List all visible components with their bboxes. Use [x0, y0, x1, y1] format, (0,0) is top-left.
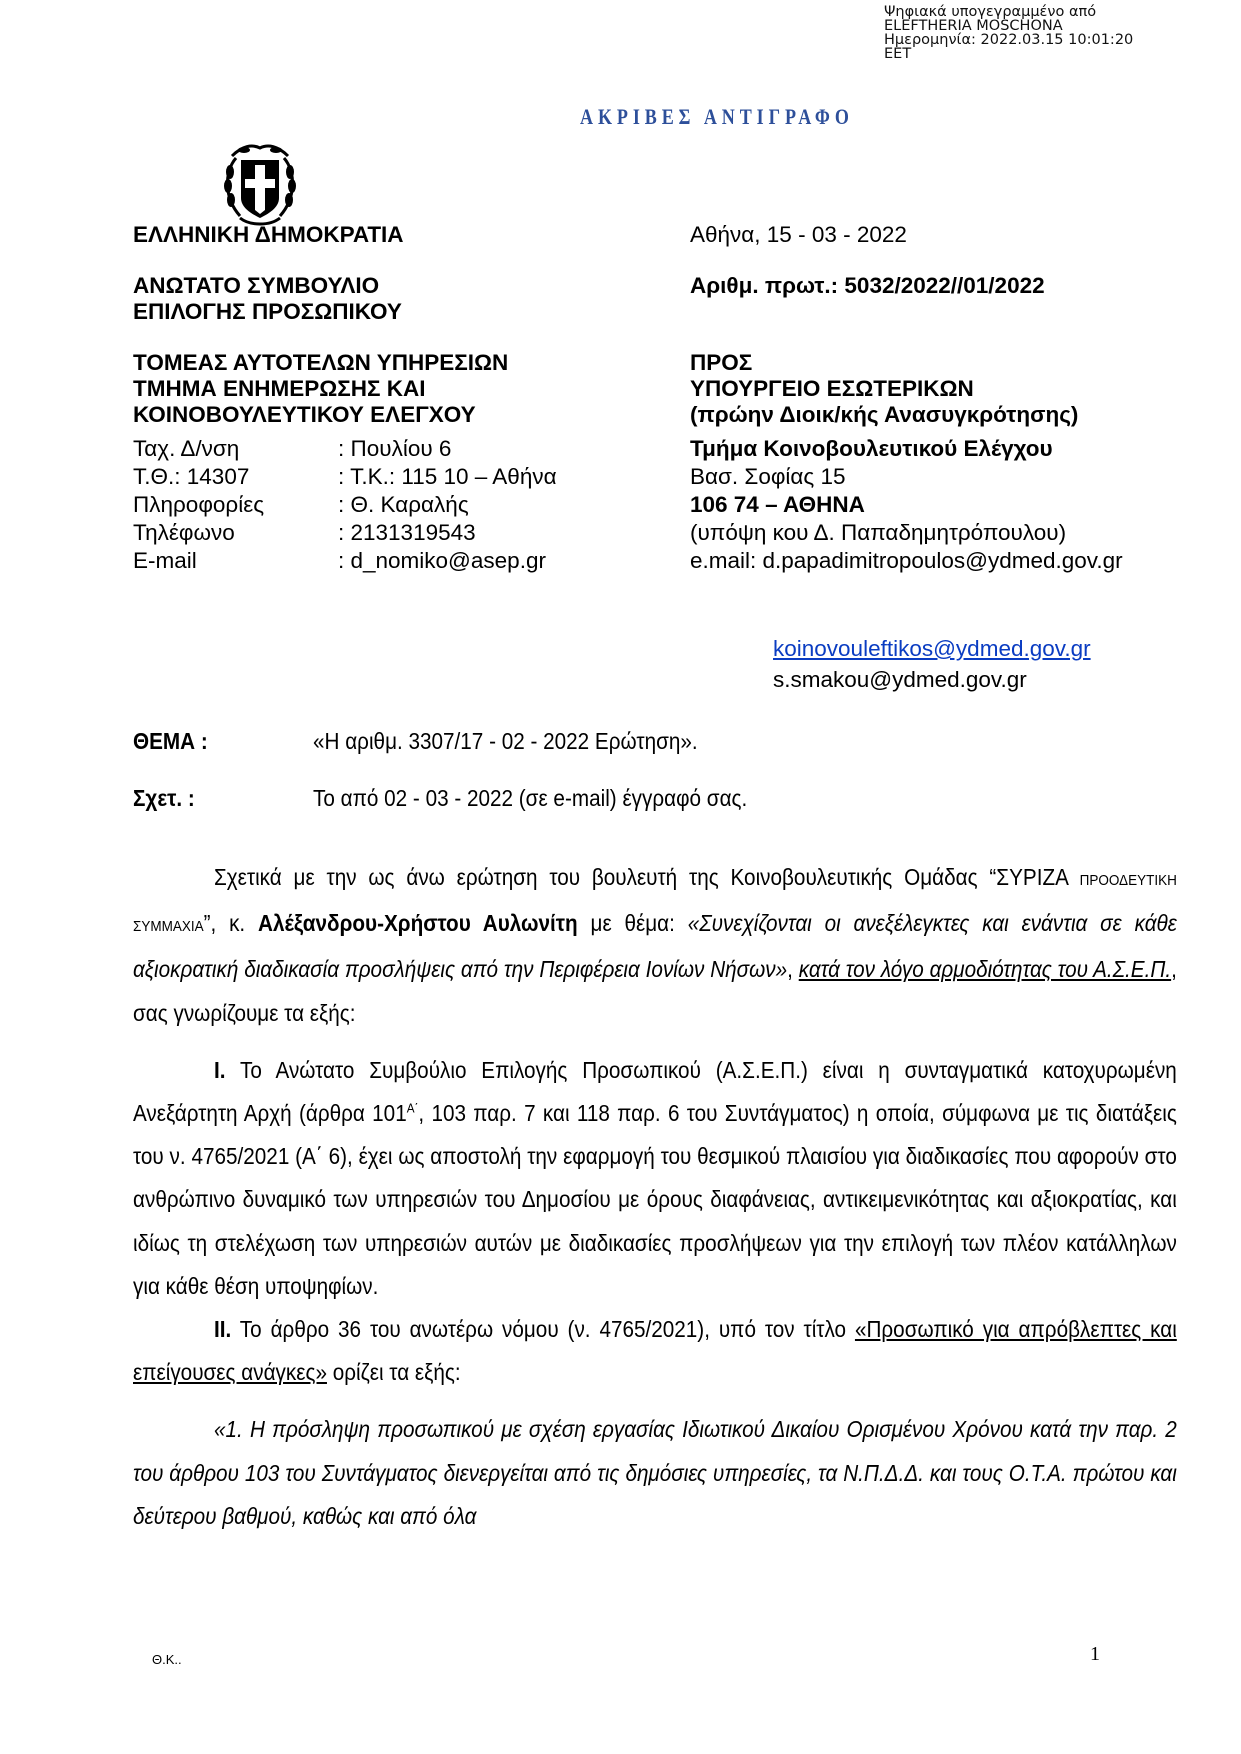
- sender-org-line2: ΕΠΙΛΟΓΗΣ ΠΡΟΣΩΠΙΚΟΥ: [133, 299, 402, 324]
- section-1-text: Το Ανώτατο Συμβούλιο Επιλογής Προσωπικού (Α.Σ.Ε.Π.) είναι η συνταγματικά κατοχυρωμένη Ανεξάρτητη Αρχή (άρθρα 101: [133, 1056, 1177, 1127]
- recipient-attention: (υπόψη κου Δ. Παπαδημητρόπουλου): [690, 520, 1067, 545]
- recipient-email2-link[interactable]: koinovouleftikos@ydmed.gov.gr: [773, 636, 1091, 661]
- page-number: 1: [1090, 1643, 1100, 1665]
- recipient-email3: s.smakou@ydmed.gov.gr: [773, 667, 1027, 692]
- digital-signature: [884, 5, 1133, 61]
- reference-row: [133, 785, 747, 812]
- recipient-ministry-note: (πρώην Διοικ/κής Ανασυγκρότησης): [690, 402, 1079, 427]
- detail-label: Τηλέφωνο: [133, 520, 235, 545]
- recipient-ministry: ΥΠΟΥΡΓΕΙΟ ΕΣΩΤΕΡΙΚΩΝ: [690, 376, 974, 401]
- detail-label: Τ.Θ.: 14307: [133, 464, 250, 489]
- intro-text: Σχετικά με την ως άνω ερώτηση του βουλευτή της Κοινοβουλευτικής Ομάδας “ΣΥΡΙΖΑ: [214, 864, 1080, 890]
- detail-row-pobox: [133, 463, 557, 491]
- subject-text: «Η αριθμ. 3307/17 - 02 - 2022 Ερώτηση».: [313, 728, 698, 754]
- detail-label: Πληροφορίες: [133, 492, 265, 517]
- sender-dept-line1: ΤΟΜΕΑΣ ΑΥΤΟΤΕΛΩΝ ΥΠΗΡΕΣΙΩΝ: [133, 350, 509, 375]
- section-2-numeral: ΙΙ.: [214, 1316, 232, 1343]
- greek-coat-of-arms-icon: [222, 138, 298, 226]
- recipient-address: [690, 435, 1123, 575]
- section-1-text: , 103 παρ. 7 και 118 παρ. 6 του Συντάγματος) η οποία, σύμφωνα με τις διατάξεις του ν. 4765/2021 (Α΄ 6), έχει ως αποστολή την εφαρμογή του θεσμικού πλαισίου για διαδικασίες που αφορούν στο ανθρώπινο δυναμικό των υπηρεσιών του Δημοσίου με όρους διαφάνειας, αντικειμενικότητας και αξιοκρατίας, και ιδίως τη στελέχωση των υπηρεσιών αυτών με διαδικασίες προσλήψεων για την επιλογή των πλέον κατάλληλων για κάθε θέση υποψηφίων.: [133, 1100, 1177, 1299]
- recipient-email1: e.mail: d.papadimitropoulos@ydmed.gov.gr: [690, 548, 1123, 573]
- section-2-paragraph: [133, 1308, 1177, 1394]
- intro-text: με θέμα:: [577, 910, 688, 937]
- signature-date: Ημερομηνία: 2022.03.15 10:01:20: [884, 32, 1134, 48]
- detail-value: : d_nomiko@asep.gr: [338, 548, 546, 573]
- mp-name: Αλέξανδρου-Χρήστου Αυλωνίτη: [258, 910, 578, 937]
- detail-label: Ταχ. Δ/νση: [133, 436, 240, 461]
- detail-row-phone: [133, 519, 557, 547]
- letter-body: [133, 856, 1176, 1538]
- recipient-street: Βασ. Σοφίας 15: [690, 464, 846, 489]
- detail-value: : Πουλίου 6: [338, 436, 452, 461]
- party-name-smallcaps: ΠΡΟΟΔΕΥΤΙΚΗ ΣΥΜΜΑΧΙΑ: [133, 872, 1177, 936]
- detail-value: : 2131319543: [338, 520, 476, 545]
- sender-dept-line3: ΚΟΙΝΟΒΟΥΛΕΥΤΙΚΟΥ ΕΛΕΓΧΟΥ: [133, 402, 476, 427]
- intro-text: ,: [787, 956, 799, 983]
- section-2-text: Το άρθρο 36 του ανωτέρω νόμου (ν. 4765/2021), υπό τον τίτλο: [231, 1316, 855, 1343]
- question-topic: «Συνεχίζονται οι ανεξέλεγκτες και ενάντια σε κάθε αξιοκρατική διαδικασία προσλήψεις από την Περιφέρεια Ιονίων Νήσων»: [133, 910, 1177, 983]
- detail-row-email: [133, 547, 557, 575]
- recipient-dept: Τμήμα Κοινοβουλευτικού Ελέγχου: [690, 436, 1053, 461]
- section-1-numeral: Ι.: [214, 1056, 226, 1083]
- competence-phrase: κατά τον λόγο αρμοδιότητας του Α.Σ.Ε.Π.: [798, 956, 1172, 983]
- sender-dept-line2: ΤΜΗΜΑ ΕΝΗΜΕΡΩΣΗΣ ΚΑΙ: [133, 376, 426, 401]
- intro-paragraph: [133, 856, 1177, 1035]
- recipient-city: 106 74 – ΑΘΗΝΑ: [690, 492, 865, 517]
- signature-timezone: EET: [884, 46, 912, 62]
- reference-label: Σχετ. :: [133, 785, 195, 811]
- document-date: Αθήνα, 15 - 03 - 2022: [690, 222, 907, 247]
- section-1-paragraph: [133, 1049, 1177, 1308]
- detail-value: : Τ.Κ.: 115 10 – Αθήνα: [338, 464, 557, 489]
- signature-signer: ELEFTHERIA MOSCHONA: [884, 18, 1063, 34]
- quoted-law-paragraph: «1. Η πρόσληψη προσωπικού με σχέση εργασίας Ιδιωτικού Δικαίου Ορισμένου Χρόνου κατά την παρ. 2 του άρθρου 103 του Συντάγματος διενεργείται από τις δημόσιες υπηρεσίες, τα Ν.Π.Δ.Δ. και τους Ο.Τ.Α. πρώτου και δεύτερου βαθμού, καθώς και από όλα: [133, 1416, 1177, 1529]
- article-superscript: Α΄: [406, 1100, 419, 1116]
- sender-org-line1: ΑΝΩΤΑΤΟ ΣΥΜΒΟΥΛΙΟ: [133, 273, 380, 298]
- recipient-to-label: ΠΡΟΣ: [690, 350, 753, 375]
- detail-value: : Θ. Καραλής: [338, 492, 469, 517]
- article-title: «Προσωπικό για απρόβλεπτες και επείγουσες ανάγκες»: [133, 1316, 1177, 1386]
- footer-initials: Θ.Κ..: [152, 1652, 182, 1667]
- subject-label: ΘΕΜΑ :: [133, 728, 208, 754]
- sender-contact-details: [133, 435, 557, 575]
- detail-label: E-mail: [133, 548, 197, 573]
- reference-text: Το από 02 - 03 - 2022 (σε e-mail) έγγραφό σας.: [313, 785, 748, 811]
- certified-copy-stamp: ΑΚΡΙΒΕΣ ΑΝΤΙΓΡΑΦΟ: [580, 104, 854, 129]
- sender-country: ΕΛΛΗΝΙΚΗ ΔΗΜΟΚΡΑΤΙΑ: [133, 222, 404, 247]
- section-2-text: ορίζει τα εξής:: [326, 1359, 461, 1386]
- intro-text: , σας γνωρίζουμε τα εξής:: [133, 956, 1177, 1026]
- signature-line: Ψηφιακά υπογεγραμμένο από: [884, 4, 1097, 20]
- detail-row-address: [133, 435, 557, 463]
- protocol-number: Αριθμ. πρωτ.: 5032/2022//01/2022: [690, 273, 1045, 298]
- detail-row-info: [133, 491, 557, 519]
- subject-row: [133, 728, 698, 755]
- intro-text: ”, κ.: [203, 910, 259, 937]
- recipient-email2-row: [773, 635, 1091, 663]
